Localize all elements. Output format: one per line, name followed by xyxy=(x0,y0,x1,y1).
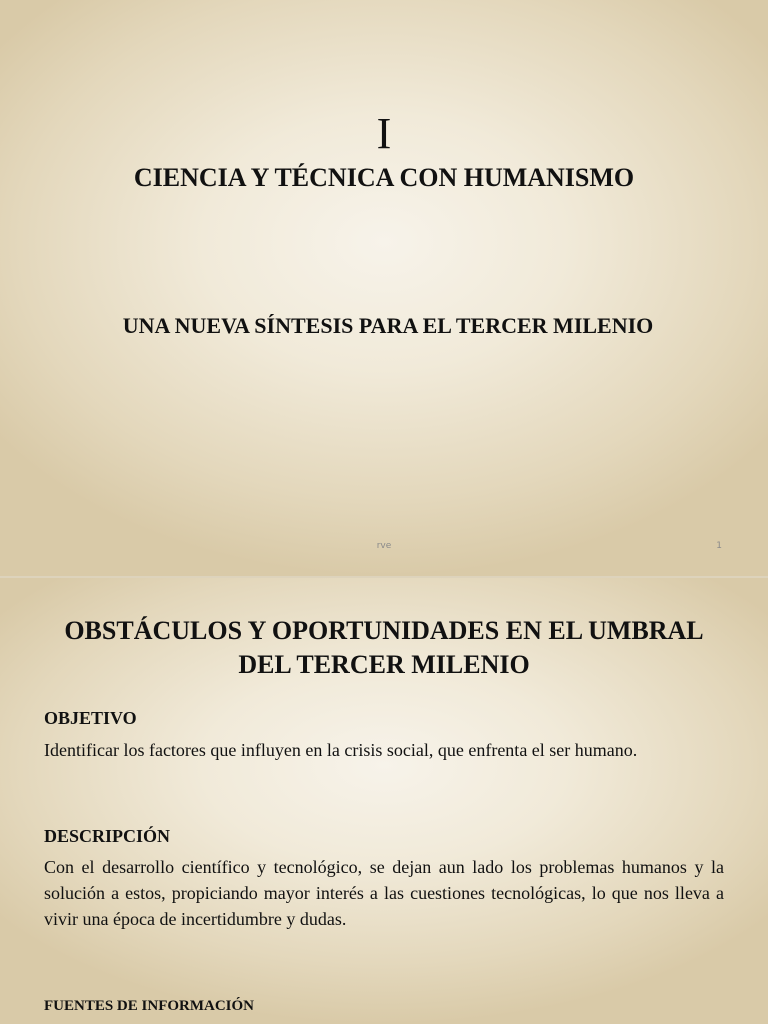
chapter-numeral: I xyxy=(376,109,392,158)
slide-subtitle: UNA NUEVA SÍNTESIS PARA EL TERCER MILENIO xyxy=(122,313,654,338)
slide-footer-text: rve xyxy=(376,541,392,551)
description-text: Con el desarrollo científico y tecnológico, se dejan aun lado los problemas humanos y la solución a estos, propiciando mayor interés a las cuestiones tecnológicas, lo que nos lleva a vivir una época de incertidumbre y dudas. xyxy=(44,857,724,929)
slide-2 xyxy=(0,578,768,1024)
objective-text: Identificar los factores que influyen en la crisis social, que enfrenta el ser humano. xyxy=(44,740,638,760)
slide-page-number: 1 xyxy=(716,541,722,551)
objective-heading: OBJETIVO xyxy=(44,708,137,728)
sources-heading: FUENTES DE INFORMACIÓN xyxy=(44,998,255,1014)
description-heading: DESCRIPCIÓN xyxy=(44,826,171,846)
slide-title: OBSTÁCULOS Y OPORTUNIDADES EN EL UMBRAL DEL TERCER MILENIO xyxy=(64,616,704,679)
slide-title: CIENCIA Y TÉCNICA CON HUMANISMO xyxy=(133,163,635,192)
